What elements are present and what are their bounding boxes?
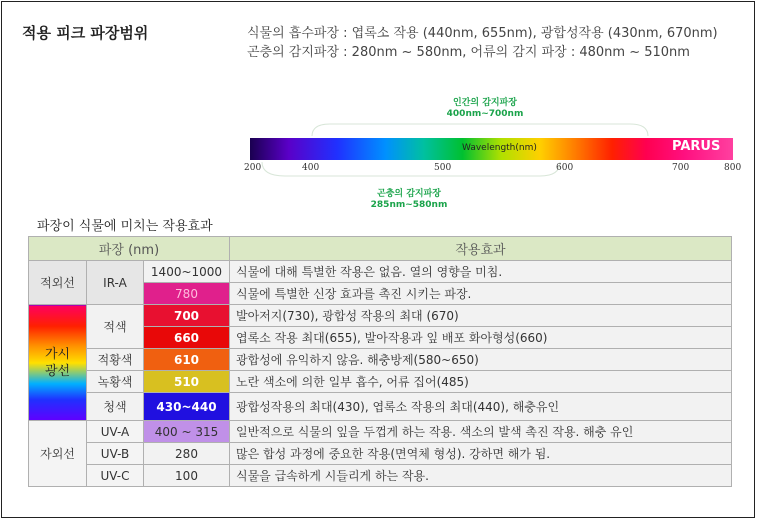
effect-cell: 광합성작용의 최대(430), 엽록소 작용의 최대(440), 해충유인 [230,393,732,421]
sub-cell: 적황색 [87,349,144,371]
table-row [29,349,732,371]
human-range: 400nm~700nm [446,109,524,119]
value-cell: 700 [144,305,230,327]
sub-cell: IR-A [87,261,144,305]
group-cell: 자외선 [29,421,87,487]
table-row [29,421,732,443]
tick-label: 800 [724,163,742,173]
sub-cell: UV-B [87,443,144,465]
value-cell: 400 ~ 315 [144,421,230,443]
value-cell: 1400~1000 [144,261,230,283]
effect-cell: 광합성에 유익하지 않음. 해충방제(580~650) [230,349,732,371]
header-wavelength: 파장 (nm) [29,237,230,261]
effect-cell: 식물에 대해 특별한 작용은 없음. 열의 영향을 미침. [230,261,732,283]
wavelength-label: Wavelength(nm) [462,143,537,153]
effect-cell: 식물을 급속하게 시들리게 하는 작용. [230,465,732,487]
effect-cell: 노란 색소에 의한 일부 흡수, 어류 집어(485) [230,371,732,393]
table-row [29,443,732,465]
effect-cell: 많은 합성 과정에 중요한 작용(면역체 형성). 강하면 해가 됨. [230,443,732,465]
plant-absorption: 식물의 흡수파장 : 엽록소 작용 (440nm, 655nm), 광합성작용 (430nm, 670nm) [247,26,718,41]
table-header-row [29,237,732,261]
value-cell: 430~440 [144,393,230,421]
tick-label: 200 [244,163,262,173]
insect-fish-detection: 곤충의 감지파장 : 280nm ~ 580nm, 어류의 감지 파장 : 480nm ~ 510nm [247,45,690,60]
table-row [29,371,732,393]
group-cell [29,305,87,421]
effect-cell: 식물에 특별한 신장 효과를 촉진 시키는 파장. [230,283,732,305]
insect-range: 285nm~580nm [370,200,448,210]
page-title: 적용 피크 파장범위 [22,24,149,42]
header-effect: 작용효과 [230,237,732,261]
table-row [29,393,732,421]
effect-table [28,236,732,487]
table-row [29,261,732,283]
tick-label: 600 [556,163,574,173]
group-cell: 적외선 [29,261,87,305]
insect-label: 곤충의 감지파장 [377,189,441,199]
table-row [29,305,732,327]
visible-group-label: 가시광선 [44,346,71,379]
tick-label: 400 [302,163,320,173]
brand-logo: PARUS [672,139,721,154]
tick-label: 500 [434,163,452,173]
value-cell: 780 [144,283,230,305]
table-title: 파장이 식물에 미치는 작용효과 [37,219,213,234]
effect-cell: 발아저지(730), 광합성 작용의 최대 (670) [230,305,732,327]
effect-cell: 일반적으로 식물의 잎을 두껍게 하는 작용. 색소의 발색 촉진 작용. 해충 유인 [230,421,732,443]
value-cell: 610 [144,349,230,371]
sub-cell: UV-C [87,465,144,487]
human-brace [312,124,648,136]
sub-cell: 녹황색 [87,371,144,393]
value-cell: 280 [144,443,230,465]
human-label: 인간의 감지파장 [453,98,517,108]
sub-cell: 청색 [87,393,144,421]
sub-cell: 적색 [87,305,144,349]
table-row [29,465,732,487]
value-cell: 510 [144,371,230,393]
tick-label: 700 [672,163,690,173]
sub-cell: UV-A [87,421,144,443]
effect-cell: 엽록소 작용 최대(655), 발아작용과 잎 배포 화아형성(660) [230,327,732,349]
value-cell: 100 [144,465,230,487]
insect-range-label [354,189,464,211]
value-cell: 660 [144,327,230,349]
